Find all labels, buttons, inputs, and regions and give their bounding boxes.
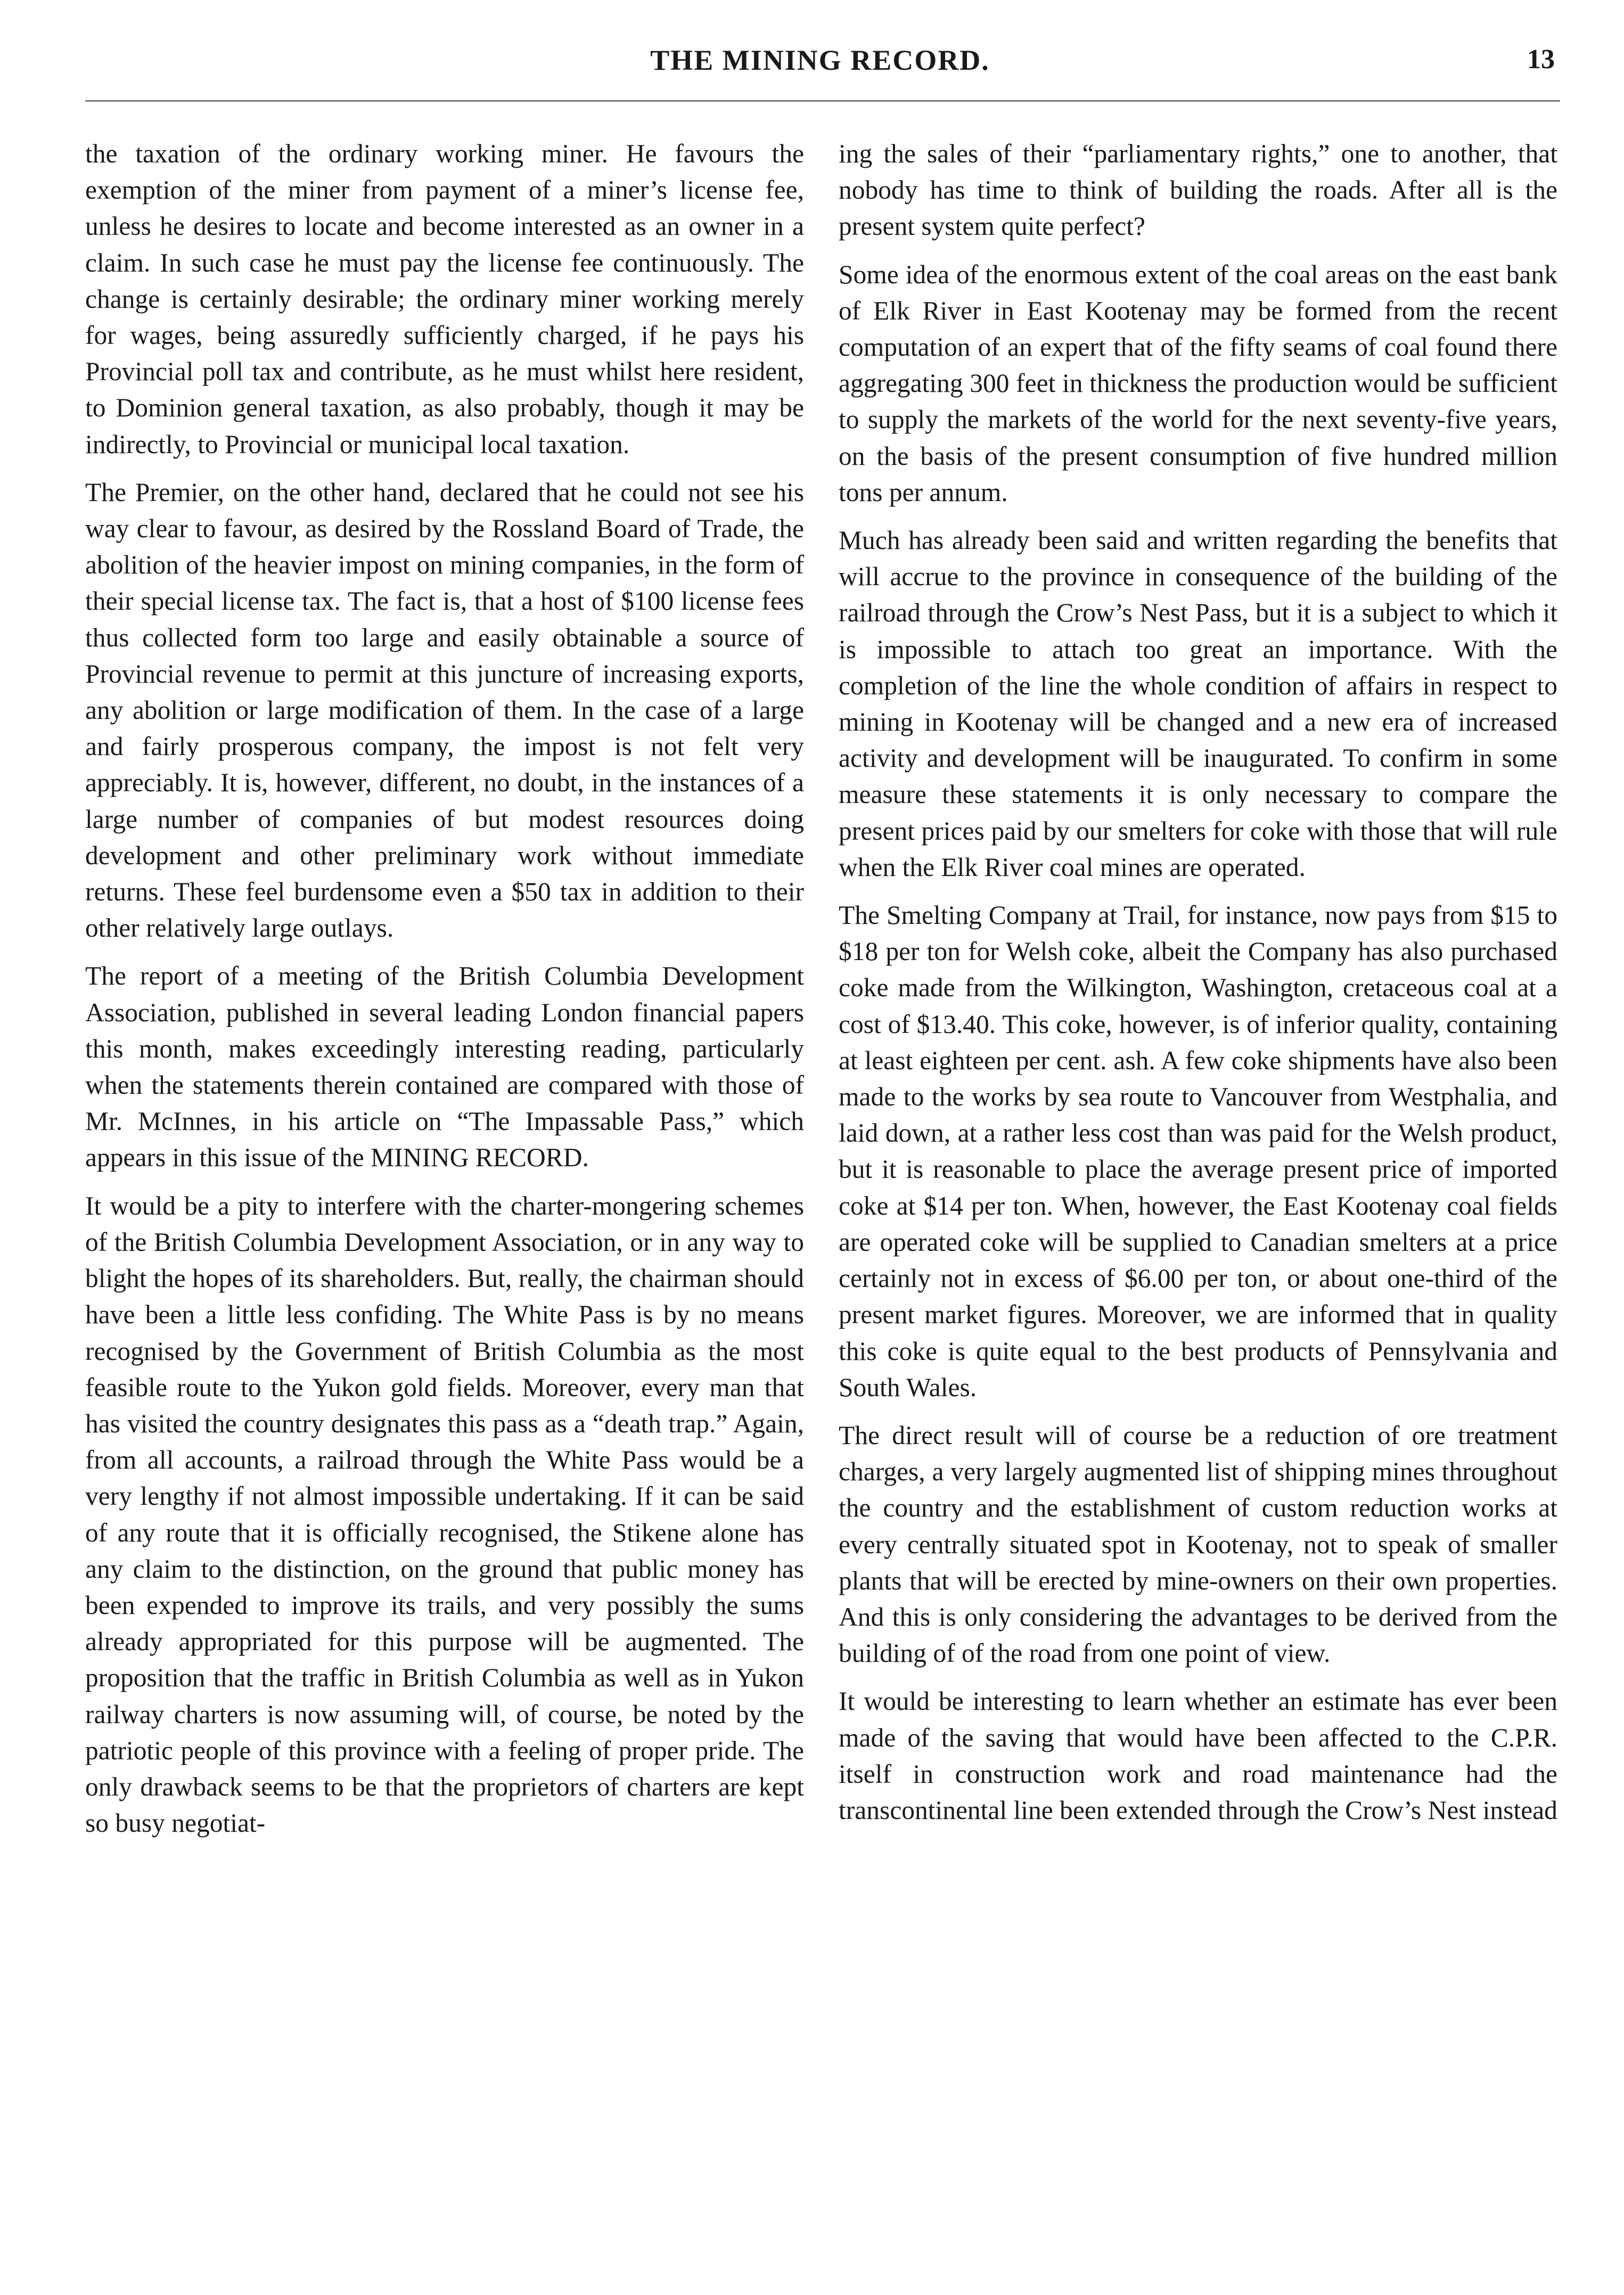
header-rule	[85, 100, 1560, 102]
page-number: 13	[1527, 44, 1555, 75]
paragraph: The Premier, on the other hand, declared that he could not see his way clear to favour, as desired by the Rossland Board of Trade, the abolition of the heavier impost on mining companies, in the form of their special license tax. The fact is, that a host of $100 license fees thus collected form too large and easily obtainable a source of Provincial revenue to permit at this juncture of increasing exports, any abolition or large modification of them. In the case of a large and fairly prosperous company, the impost is not felt very appreciably. It is, however, different, no doubt, in the instances of a large number of companies of but modest resources doing development and other preliminary work without immediate returns. These feel burdensome even a $50 tax in addition to their other relatively large outlays.	[85, 477, 804, 943]
left-column	[85, 136, 804, 1853]
page-title: THE MINING RECORD.	[650, 44, 990, 76]
page-header	[85, 44, 1555, 86]
paragraph: The Smelting Company at Trail, for instance, now pays from $15 to $18 per ton for Welsh coke, albeit the Company has also purchased coke made from the Wilkington, Washington, cretaceous coal at a cost of $13.40. This coke, however, is of inferior quality, containing at least eighteen per cent. ash. A few coke shipments have also been made to the works by sea route to Vancouver from Westphalia, and laid down, at a rather less cost than was paid for the Welsh product, but it is reasonable to place the average present price of imported coke at $14 per ton. When, however, the East Kootenay coal fields are operated coke will be supplied to Canadian smelters at a price certainly not in excess of $6.00 per ton, or about one-third of the present market figures. Moreover, we are informed that in quality this coke is quite equal to the best products of Pennsylvania and South Wales.	[839, 900, 1557, 1402]
paragraph: Much has already been said and written regarding the benefits that will accrue to the province in consequence of the building of the railroad through the Crow’s Nest Pass, but it is a subject to which it is impossible to attach too great an importance. With the completion of the line the whole condition of affairs in respect to mining in Kootenay will be changed and a new era of increased activity and development will be inaugurated. To confirm in some measure these statements it is only necessary to compare the present prices paid by our smelters for coke with those that will rule when the Elk River coal mines are operated.	[839, 526, 1557, 882]
paragraph: It would be interesting to learn whether an estimate has ever been made of the saving that would have been affected to the C.P.R. itself in construction work and road maintenance had the transcontinental line been extended through the Crow’s Nest instead	[839, 1686, 1557, 1825]
right-column	[839, 136, 1557, 1840]
paragraph: Some idea of the enormous extent of the coal areas on the east bank of Elk River in East Kootenay may be formed from the recent computation of an expert that of the fifty seams of coal found there aggregating 300 feet in thickness the production would be sufficient to supply the markets of the world for the next seventy-five years, on the basis of the present consumption of five hundred million tons per annum.	[839, 259, 1557, 507]
paragraph: The report of a meeting of the British Columbia Development Association, published in several leading London financial papers this month, makes exceedingly interesting reading, particularly when the statements therein contained are compared with those of Mr. McInnes, in his article on “The Impassable Pass,” which appears in this issue of the MINING RECORD.	[85, 961, 804, 1173]
paragraph: the taxation of the ordinary working miner. He favours the exemption of the miner from payment of a miner’s license fee, unless he desires to locate and become interested as an owner in a claim. In such case he must pay the license fee continuously. The change is certainly desirable; the ordinary miner working merely for wages, being assuredly sufficiently charged, if he pays his Provincial poll tax and contribute, as he must whilst here resident, to Dominion general taxation, as also probably, though it may be indirectly, to Provincial or municipal local taxation.	[85, 139, 804, 459]
paragraph: ing the sales of their “parliamentary rights,” one to another, that nobody has time to think of building the roads. After all is the present system quite perfect?	[839, 139, 1557, 241]
paragraph: It would be a pity to interfere with the charter-mongering schemes of the British Columbia Development Association, or in any way to blight the hopes of its shareholders. But, really, the chairman should have been a little less confiding. The White Pass is by no means recognised by the Government of British Columbia as the most feasible route to the Yukon gold fields. Moreover, every man that has visited the country designates this pass as a “death trap.” Again, from all accounts, a railroad through the White Pass would be a very lengthy if not almost impossible undertaking. If it can be said of any route that it is officially recognised, the Stikene alone has any claim to the distinction, on the ground that public money has been expended to improve its trails, and very possibly the sums already appropriated for this purpose will be augmented. The proposition that the traffic in British Columbia as well as in Yukon railway charters is now assuming will, of course, be noted by the patriotic people of this province with a feeling of proper pride. The only drawback seems to be that the proprietors of charters are kept so busy negotiat-	[85, 1191, 804, 1838]
paragraph: The direct result will of course be a reduction of ore treatment charges, a very largely augmented list of shipping mines throughout the country and the establishment of custom reduction works at every centrally situated spot in Kootenay, not to speak of smaller plants that will be erected by mine-owners on their own properties. And this is only considering the advantages to be derived from the building of of the road from one point of view.	[839, 1420, 1557, 1668]
